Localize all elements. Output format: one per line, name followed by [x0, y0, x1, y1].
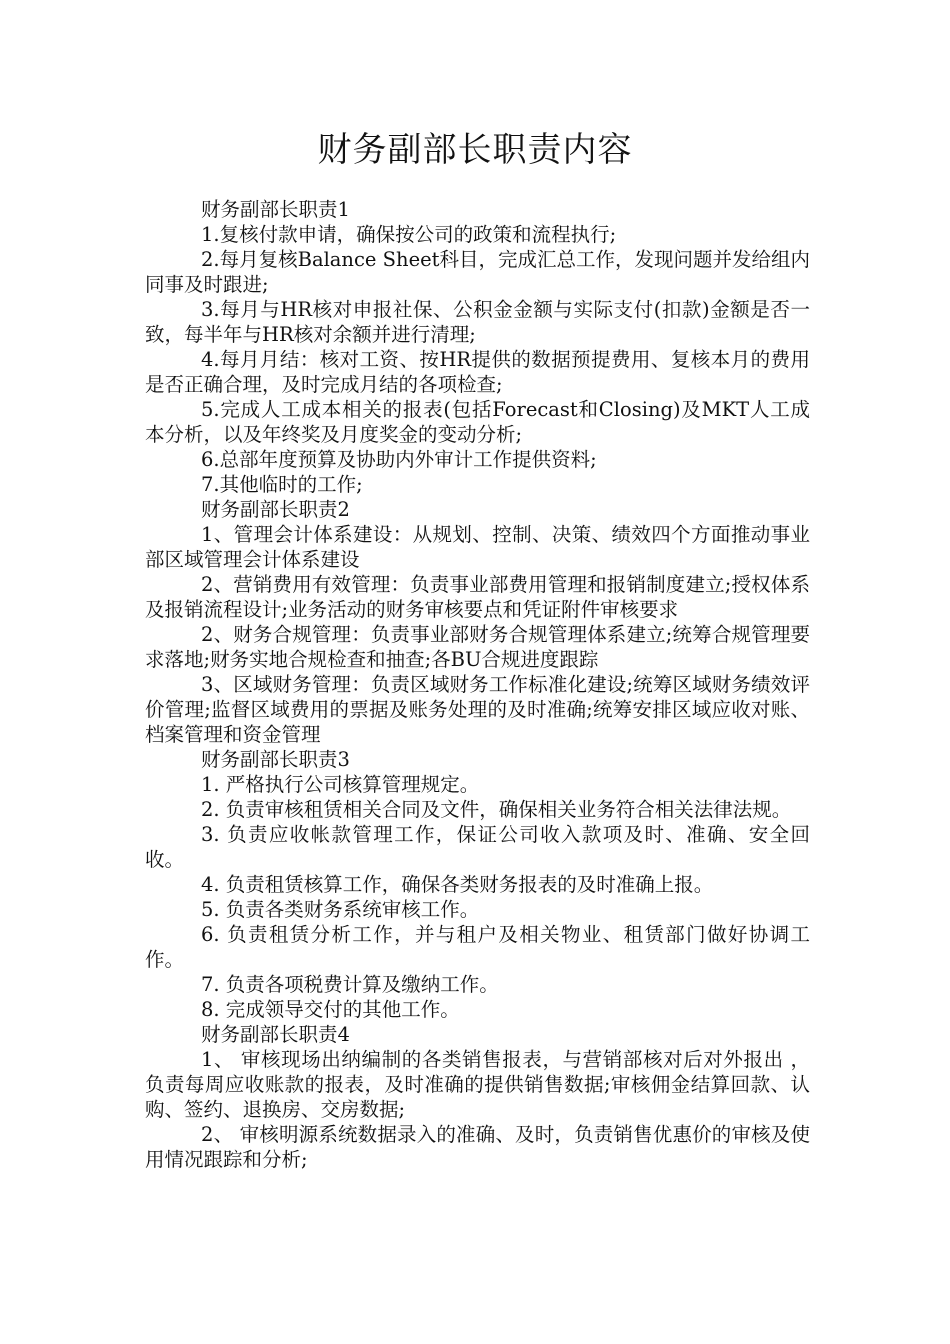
section-heading-4: 财务副部长职责4: [201, 1023, 350, 1046]
section-heading-1: 财务副部长职责1: [201, 198, 350, 221]
section-heading-3: 财务副部长职责3: [201, 748, 350, 771]
paragraph: 1、 审核现场出纳编制的各类销售报表，与营销部核对后对外报出 ，负责每周应收账款的报表，及时准确的提供销售数据;审核佣金结算回款、认购、签约、退换房、交房数据;: [145, 1048, 810, 1121]
paragraph: 4.每月月结：核对工资、按HR提供的数据预提费用、复核本月的费用是否正确合理，及时完成月结的各项检查;: [145, 348, 810, 396]
paragraph: 6.总部年度预算及协助内外审计工作提供资料;: [201, 448, 597, 471]
paragraph: 1. 严格执行公司核算管理规定。: [201, 773, 480, 796]
paragraph: 2、营销费用有效管理：负责事业部费用管理和报销制度建立;授权体系及报销流程设计;业务活动的财务审核要点和凭证附件审核要求: [145, 573, 810, 621]
paragraph: 2. 负责审核租赁相关合同及文件，确保相关业务符合相关法律法规。: [201, 798, 792, 821]
paragraph: 5.完成人工成本相关的报表(包括Forecast和Closing)及MKT人工成本分析，以及年终奖及月度奖金的变动分析;: [145, 398, 810, 446]
paragraph: 3.每月与HR核对申报社保、公积金金额与实际支付(扣款)金额是否一致，每半年与HR核对余额并进行清理;: [145, 298, 810, 346]
document-title: 财务副部长职责内容: [317, 130, 633, 170]
paragraph: 7.其他临时的工作;: [201, 473, 363, 496]
document-body: [145, 197, 810, 1172]
paragraph: 5. 负责各类财务系统审核工作。: [201, 898, 480, 921]
paragraph: 8. 完成领导交付的其他工作。: [201, 998, 460, 1021]
paragraph: 1.复核付款申请，确保按公司的政策和流程执行;: [201, 223, 617, 246]
paragraph: 7. 负责各项税费计算及缴纳工作。: [201, 973, 499, 996]
paragraph: 1、管理会计体系建设：从规划、控制、决策、绩效四个方面推动事业部区域管理会计体系建设: [145, 523, 810, 571]
paragraph: 3. 负责应收帐款管理工作，保证公司收入款项及时、准确、安全回收。: [145, 823, 810, 871]
paragraph: 4. 负责租赁核算工作，确保各类财务报表的及时准确上报。: [201, 873, 714, 896]
paragraph: 3、区域财务管理：负责区域财务工作标准化建设;统筹区域财务绩效评价管理;监督区域费用的票据及账务处理的及时准确;统筹安排区域应收对账、档案管理和资金管理: [145, 673, 810, 746]
paragraph: 2.每月复核Balance Sheet科目，完成汇总工作，发现问题并发给组内同事及时跟进;: [145, 248, 810, 296]
paragraph: 2、 审核明源系统数据录入的准确、及时，负责销售优惠价的审核及使用情况跟踪和分析;: [145, 1123, 810, 1171]
paragraph: 2、财务合规管理：负责事业部财务合规管理体系建立;统筹合规管理要求落地;财务实地合规检查和抽查;各BU合规进度跟踪: [145, 623, 810, 671]
section-heading-2: 财务副部长职责2: [201, 498, 350, 521]
paragraph: 6. 负责租赁分析工作，并与租户及相关物业、租赁部门做好协调工作。: [145, 923, 810, 971]
